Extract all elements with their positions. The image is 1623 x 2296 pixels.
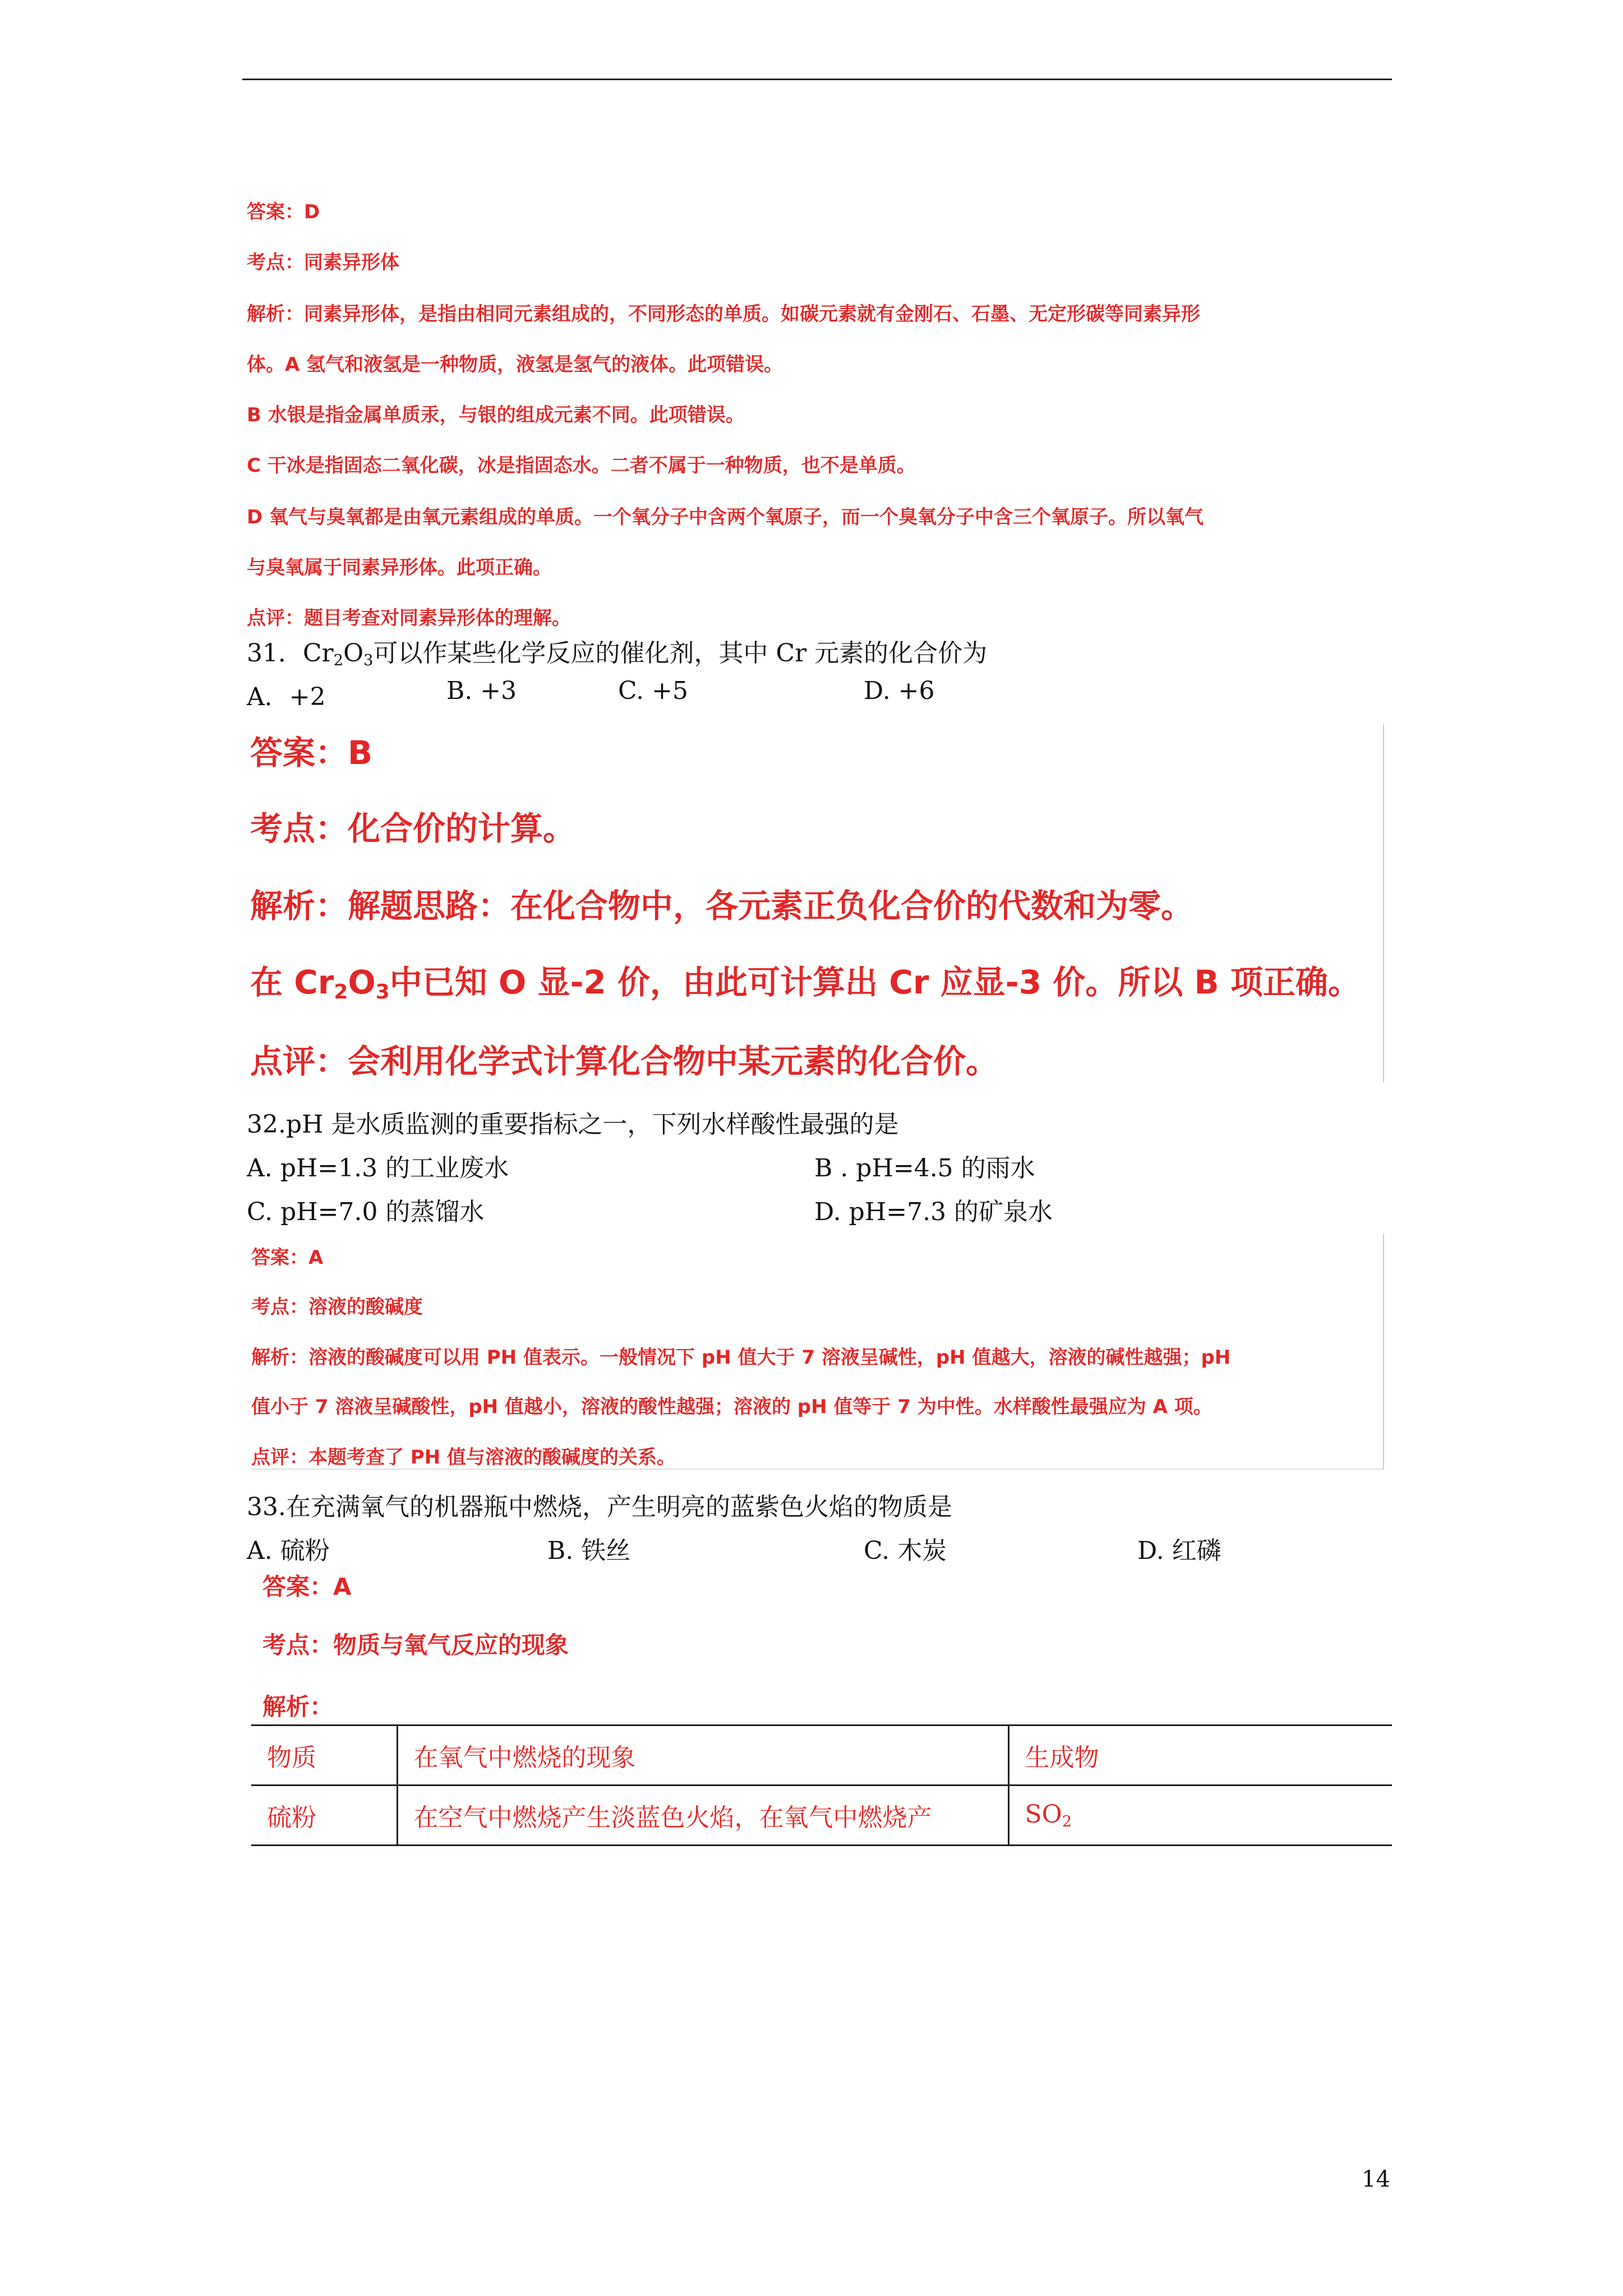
q32-analysis-line-2: 值小于 7 溶液呈碱酸性，pH 值越小，溶液的酸性越强；溶液的 pH 值等于 7 为中性。水样酸性最强应为 A 项。 <box>251 1396 1212 1418</box>
q33-analysis-label: 解析： <box>262 1693 334 1720</box>
q31-option-c: C. +5 <box>618 677 688 705</box>
q32-stem: 32.pH 是水质监测的重要指标之一，下列水样酸性最强的是 <box>247 1110 899 1139</box>
q31-stem-text: 可以作某些化学反应的催化剂，其中 Cr 元素的化合价为 <box>373 639 988 668</box>
q31-formula-o: O <box>343 639 364 668</box>
product-formula: SO <box>1025 1800 1062 1829</box>
q32-comment: 点评：本题考查了 PH 值与溶液的酸碱度的关系。 <box>251 1446 676 1469</box>
q33-option-b: B. 铁丝 <box>547 1536 631 1565</box>
table-row <box>251 1786 1392 1846</box>
table-header-substance: 物质 <box>251 1726 397 1786</box>
page-number: 14 <box>1362 2166 1390 2192</box>
q31-line2-o: O <box>348 963 376 1001</box>
q32-answer-box-bottom <box>251 1469 1384 1470</box>
q33-option-a: A. 硫粉 <box>247 1536 330 1565</box>
q32-option-a: A. pH=1.3 的工业废水 <box>247 1154 509 1182</box>
q31-analysis-line-2 <box>250 956 1361 1004</box>
q32-option-d: D. pH=7.3 的矿泉水 <box>814 1198 1053 1226</box>
q32-answer-box-edge <box>1383 1234 1384 1470</box>
q31-line2-sub-2: 3 <box>375 980 390 1004</box>
table-cell-phenomenon: 在空气中燃烧产生淡蓝色火焰，在氧气中燃烧产 <box>397 1786 1008 1846</box>
q31-analysis: 解析：解题思路：在化合物中，各元素正负化合价的代数和为零。 <box>250 887 1194 925</box>
q31-line2-post: 中已知 O 显-2 价，由此可计算出 Cr 应显-3 价。所以 B 项正确。 <box>389 963 1361 1001</box>
q31-option-a: A．+2 <box>247 683 326 711</box>
q30-topic: 考点：同素异形体 <box>247 251 399 274</box>
q32-topic: 考点：溶液的酸碱度 <box>251 1296 423 1318</box>
header-rule <box>242 79 1392 80</box>
q31-option-b: B. +3 <box>446 677 517 705</box>
q31-formula-cr-sub: 2 <box>333 651 344 669</box>
table-header-phenomenon: 在氧气中燃烧的现象 <box>397 1726 1008 1786</box>
q32-option-c: C. pH=7.0 的蒸馏水 <box>247 1198 485 1226</box>
q30-analysis-line-5: D 氧气与臭氧都是由氧元素组成的单质。一个氧分子中含两个氧原子，而一个臭氧分子中含三个氧原子。所以氧气 <box>247 506 1204 528</box>
q30-analysis-line-1: 解析：同素异形体，是指由相同元素组成的，不同形态的单质。如碳元素就有金刚石、石墨、无定形碳等同素异形 <box>247 303 1200 325</box>
q31-formula-o-sub: 3 <box>363 651 374 669</box>
q31-comment: 点评：会利用化学式计算化合物中某元素的化合价。 <box>250 1042 999 1080</box>
q33-stem: 33.在充满氧气的机器瓶中燃烧，产生明亮的蓝紫色火焰的物质是 <box>247 1493 952 1521</box>
q33-option-c: C. 木炭 <box>864 1536 947 1565</box>
q30-analysis-line-3: B 水银是指金属单质汞，与银的组成元素不同。此项错误。 <box>247 404 745 426</box>
q31-answer: 答案：B <box>250 734 373 772</box>
q30-analysis-line-4: C 干冰是指固态二氧化碳，冰是指固态水。二者不属于一种物质，也不是单质。 <box>247 454 916 477</box>
table-header-row <box>251 1726 1392 1786</box>
q32-analysis-line-1: 解析：溶液的酸碱度可以用 PH 值表示。一般情况下 pH 值大于 7 溶液呈碱性，pH 值越大，溶液的碱性越强；pH <box>251 1346 1231 1369</box>
table-header-product: 生成物 <box>1008 1726 1392 1786</box>
phenomena-table <box>251 1724 1392 1846</box>
q32-answer: 答案：A <box>251 1246 324 1269</box>
q30-analysis-line-2: 体。A 氢气和液氢是一种物质，液氢是氢气的液体。此项错误。 <box>247 353 783 376</box>
q31-number: 31． <box>247 639 303 668</box>
q30-answer: 答案：D <box>247 201 320 223</box>
q31-topic: 考点：化合价的计算。 <box>250 809 576 848</box>
q31-answer-box-edge <box>1383 724 1384 1083</box>
q32-option-b: B . pH=4.5 的雨水 <box>814 1154 1035 1182</box>
table-cell-product <box>1008 1786 1392 1846</box>
q31-formula-cr: Cr <box>303 639 334 668</box>
q31-option-d: D. +6 <box>864 677 935 705</box>
q30-comment: 点评：题目考查对同素异形体的理解。 <box>247 607 571 629</box>
table-cell-substance: 硫粉 <box>251 1786 397 1846</box>
q31-line2-sub-1: 2 <box>334 980 348 1004</box>
q31-stem <box>247 633 987 669</box>
q31-line2-pre: 在 Cr <box>250 963 334 1001</box>
q33-topic: 考点：物质与氧气反应的现象 <box>262 1631 569 1659</box>
product-formula-sub: 2 <box>1062 1812 1072 1830</box>
q33-answer: 答案：A <box>262 1573 352 1600</box>
q33-option-d: D. 红磷 <box>1137 1536 1221 1565</box>
q30-analysis-line-6: 与臭氧属于同素异形体。此项正确。 <box>247 556 552 579</box>
